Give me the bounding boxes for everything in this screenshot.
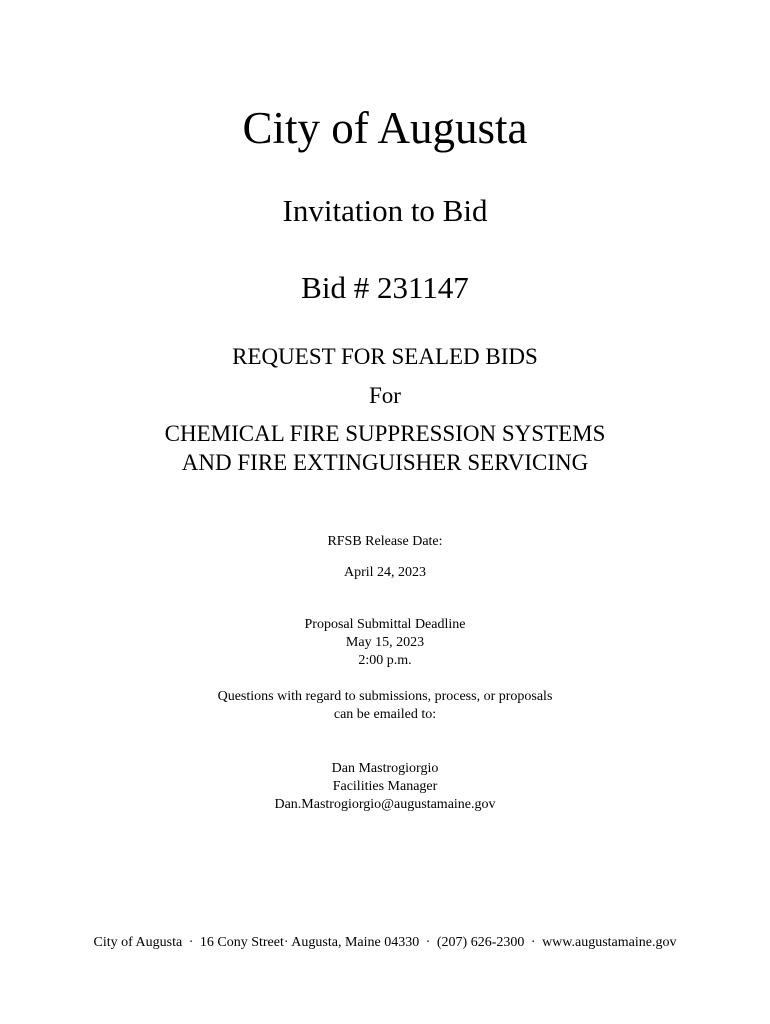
deadline-time: 2:00 p.m.	[358, 653, 412, 668]
footer-street: 16 Cony Street	[199, 935, 284, 950]
footer-org: City of Augusta	[93, 935, 183, 950]
release-date-value: April 24, 2023	[343, 565, 427, 580]
contact-title: Facilities Manager	[332, 779, 438, 794]
request-heading: REQUEST FOR SEALED BIDS	[232, 344, 538, 369]
footer-separator: ·	[188, 935, 194, 950]
document-title: City of Augusta	[242, 103, 528, 153]
bid-number: Bid # 231147	[301, 270, 469, 305]
contact-name: Dan Mastrogiorgio	[331, 761, 439, 776]
release-date-label: RFSB Release Date:	[327, 534, 443, 549]
footer-city: Augusta, Maine 04330	[291, 935, 420, 950]
document-subtitle: Invitation to Bid	[282, 193, 488, 228]
deadline-date: May 15, 2023	[345, 635, 425, 650]
questions-text-line-1: Questions with regard to submissions, process, or proposals	[217, 689, 553, 704]
project-title-line-2: AND FIRE EXTINGUISHER SERVICING	[181, 450, 589, 475]
contact-email: Dan.Mastrogiorgio@augustamaine.gov	[274, 797, 496, 812]
footer-separator: ·	[530, 935, 536, 950]
footer-website: www.augustamaine.gov	[542, 935, 677, 950]
for-line: For	[369, 383, 401, 408]
project-title-line-1: CHEMICAL FIRE SUPPRESSION SYSTEMS	[164, 421, 606, 446]
footer-phone: (207) 626-2300	[436, 935, 525, 950]
deadline-label: Proposal Submittal Deadline	[304, 617, 466, 632]
footer-separator: ·	[283, 935, 289, 950]
page-footer	[0, 936, 770, 950]
footer-separator: ·	[425, 935, 431, 950]
questions-text-line-2: can be emailed to:	[333, 707, 437, 722]
